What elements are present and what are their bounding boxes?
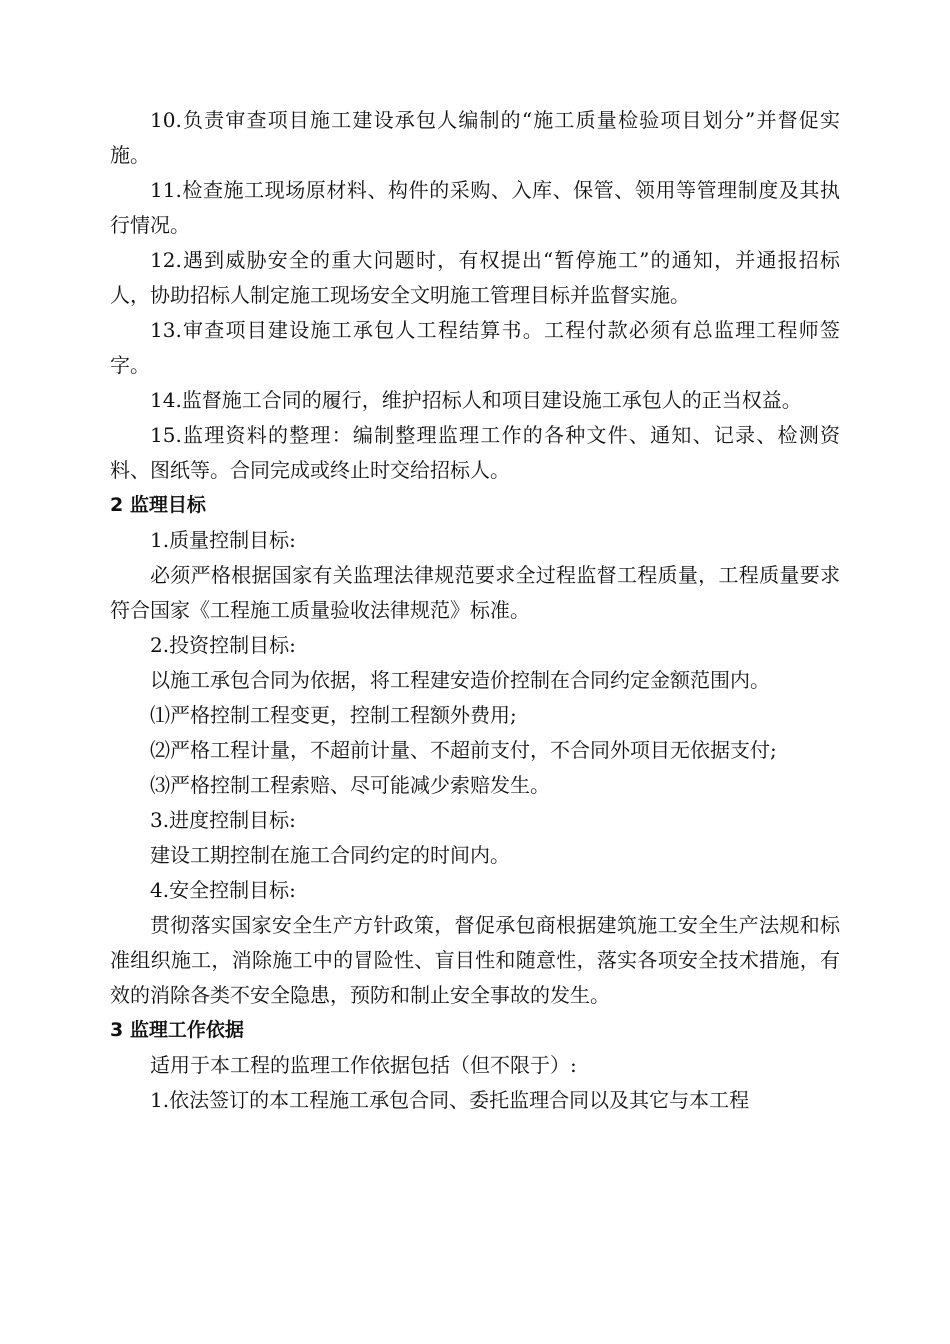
safety-goal-label: 4.安全控制目标: (150, 878, 296, 902)
paragraph-item-13: 13.审查项目建设施工承包人工程结算书。工程付款必须有总监理工程师签字。 (110, 318, 840, 377)
paragraph-item-15: 15.监理资料的整理：编制整理监理工作的各种文件、通知、记录、检测资料、图纸等。合同完成或终止时交给招标人。 (110, 423, 840, 482)
investment-goal-text: 以施工承包合同为依据，将工程建安造价控制在合同约定金额范围内。 (150, 668, 770, 692)
basis-intro: 适用于本工程的监理工作依据包括（但不限于）: (150, 1053, 577, 1077)
investment-subitem-1: ⑴严格控制工程变更，控制工程额外费用; (150, 703, 517, 727)
schedule-goal-label: 3.进度控制目标: (150, 808, 296, 832)
paragraph-item-10: 10.负责审查项目施工建设承包人编制的“施工质量检验项目划分”并督促实施。 (110, 108, 840, 167)
investment-subitem-3: ⑶严格控制工程索赔、尽可能减少索赔发生。 (150, 773, 550, 797)
schedule-goal-text: 建设工期控制在施工合同约定的时间内。 (150, 843, 510, 867)
section-heading-supervision-goals: 2 监理目标 (110, 494, 206, 516)
document-page (110, 103, 840, 1118)
basis-item-1: 1.依法签订的本工程施工承包合同、委托监理合同以及其它与本工程 (150, 1088, 750, 1112)
investment-subitem-2: ⑵严格工程计量，不超前计量、不超前支付，不合同外项目无依据支付; (150, 738, 777, 762)
paragraph-item-11: 11.检查施工现场原材料、构件的采购、入库、保管、领用等管理制度及其执行情况。 (110, 178, 840, 237)
quality-goal-text: 必须严格根据国家有关监理法律规范要求全过程监督工程质量，工程质量要求符合国家《工程施工质量验收法律规范》标准。 (110, 563, 840, 622)
paragraph-item-12: 12.遇到威胁安全的重大问题时，有权提出“暂停施工”的通知，并通报招标人，协助招标人制定施工现场安全文明施工管理目标并监督实施。 (110, 248, 840, 307)
investment-goal-label: 2.投资控制目标: (150, 633, 296, 657)
section-heading-supervision-basis: 3 监理工作依据 (110, 1019, 244, 1041)
quality-goal-label: 1.质量控制目标: (150, 528, 296, 552)
safety-goal-text: 贯彻落实国家安全生产方针政策，督促承包商根据建筑施工安全生产法规和标准组织施工，消除施工中的冒险性、盲目性和随意性，落实各项安全技术措施，有效的消除各类不安全隐患，预防和制止安全事故的发生。 (110, 913, 840, 1007)
paragraph-item-14: 14.监督施工合同的履行，维护招标人和项目建设施工承包人的正当权益。 (150, 388, 802, 412)
